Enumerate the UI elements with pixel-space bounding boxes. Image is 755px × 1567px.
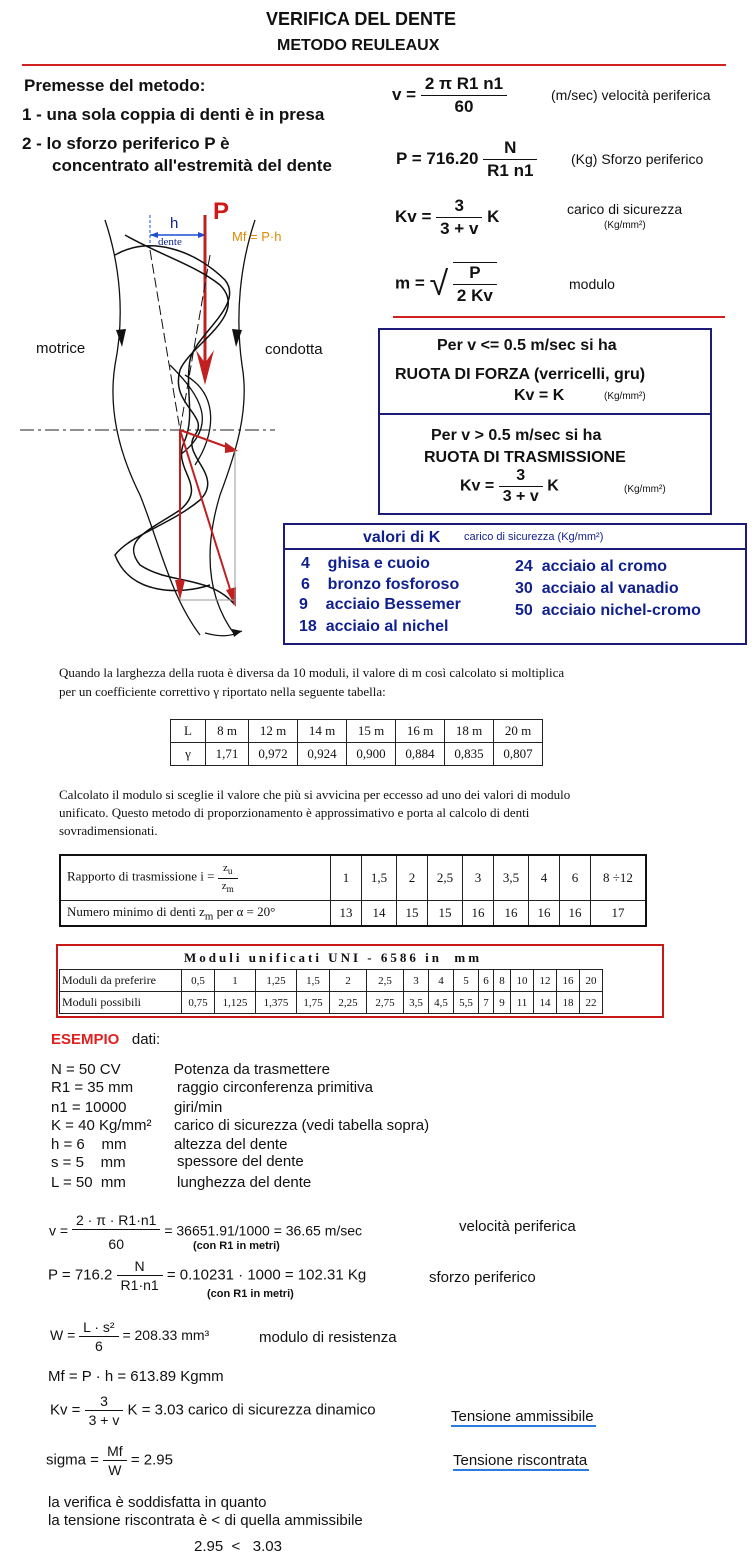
table-cell: 1 xyxy=(331,855,362,901)
uni-table-title: Moduli unificati UNI - 6586 in mm xyxy=(184,950,483,965)
page-title: VERIFICA DEL DENTE xyxy=(266,9,457,29)
table-cell: 4 xyxy=(529,855,560,901)
example-sigma-formula: sigma = $\frac{Mf}{W}$ = 2.95 xyxy=(46,1443,173,1478)
k-value-item: 50 acciaio nichel-cromo xyxy=(515,602,701,619)
table-row xyxy=(171,743,543,766)
box-divider xyxy=(378,413,712,415)
paragraph-2-line3: sovradimensionati. xyxy=(59,823,158,838)
table-cell: 0,5 xyxy=(182,970,215,992)
example-data-desc: spessore del dente xyxy=(177,1153,304,1170)
k-value-item: 6 bronzo fosforoso xyxy=(301,576,460,593)
table-cell: 2,75 xyxy=(367,992,404,1014)
table-cell: 1,71 xyxy=(206,743,249,766)
table-cell: 12 m xyxy=(249,720,298,743)
title-underline xyxy=(22,64,726,66)
premise-2-cont: concentrato all'estremità del dente xyxy=(52,156,332,175)
table-row xyxy=(60,970,603,992)
conclusion-line1: la verifica è soddisfatta in quanto xyxy=(48,1494,267,1511)
formula-m: m = √ $\frac{P}{2 Kv}$ xyxy=(395,262,497,306)
mf-label: Mf = P·h xyxy=(232,229,282,244)
table-cell: 6 xyxy=(479,970,494,992)
table-cell: 11 xyxy=(511,992,534,1014)
formula-Kv-note: carico di sicurezza xyxy=(567,201,683,217)
ratio-table xyxy=(59,854,647,927)
table-cell: 1,75 xyxy=(297,992,330,1014)
force-P-label: P xyxy=(213,198,230,225)
table-cell: 1,5 xyxy=(362,855,397,901)
example-data-desc: giri/min xyxy=(174,1099,223,1116)
example-P-formula: P = 716.2 $\frac{N}{R1\cdot n1}$ = 0.10231 · 1000 = 102.31 Kg xyxy=(48,1258,367,1293)
motrice-label: motrice xyxy=(36,340,86,357)
table-row xyxy=(60,901,646,927)
table-cell: 1,375 xyxy=(256,992,297,1014)
box1-line2: RUOTA DI FORZA (verricelli, gru) xyxy=(395,366,646,383)
example-W-formula: W = $\frac{\text{L · s²}}{6}$ = 208.33 mm³ xyxy=(50,1319,210,1354)
example-Mf: Mf = P · h = 613.89 Kgmm xyxy=(48,1368,224,1385)
table-cell: 14 m xyxy=(298,720,347,743)
premise-2: 2 - lo sforzo periferico P è xyxy=(22,134,230,153)
example-data-key: K = 40 Kg/mm² xyxy=(51,1117,152,1134)
premises-heading: Premesse del metodo: xyxy=(24,76,206,95)
formula-P: P = 716.20 $\frac{N}{R1 n1}$ xyxy=(396,138,537,181)
table-cell: 18 m xyxy=(445,720,494,743)
table-cell: 16 m xyxy=(396,720,445,743)
formula-m-note: modulo xyxy=(569,276,615,292)
table-cell: 16 xyxy=(463,901,494,927)
table-cell: L xyxy=(171,720,206,743)
table-cell: 6 xyxy=(560,855,591,901)
table-cell: 1 xyxy=(215,970,256,992)
uni-table xyxy=(59,969,603,1014)
table-cell: 4,5 xyxy=(429,992,454,1014)
k-value-item: 9 acciaio Bessemer xyxy=(299,596,461,613)
table-cell: 16 xyxy=(560,901,591,927)
formula-Kv: Kv = $\frac{3}{3 + v}$ K xyxy=(395,196,500,238)
example-P-note: (con R1 in metri) xyxy=(207,1288,294,1300)
formula-P-note: (Kg) Sforzo periferico xyxy=(571,151,704,167)
box2-unit: (Kg/mm²) xyxy=(624,484,666,495)
table-cell: 16 xyxy=(494,901,529,927)
table-cell: 0,972 xyxy=(249,743,298,766)
gamma-table xyxy=(170,719,543,766)
example-data-desc: altezza del dente xyxy=(174,1136,288,1153)
table-cell: 5,5 xyxy=(454,992,479,1014)
table-cell: 18 xyxy=(557,992,580,1014)
k-value-item: 4 ghisa e cuoio xyxy=(301,555,430,572)
table-cell: 3 xyxy=(463,855,494,901)
table-cell: 1,125 xyxy=(215,992,256,1014)
paragraph-2-line1: Calcolato il modulo si sceglie il valore che più si avvicina per eccesso ad uno dei valori di modulo xyxy=(59,787,571,802)
k-values-title: valori di K xyxy=(363,529,441,546)
table-cell: 7 xyxy=(479,992,494,1014)
table-cell: 1,25 xyxy=(256,970,297,992)
conclusion-line2: la tensione riscontrata è < di quella ammissibile xyxy=(48,1512,363,1529)
table-cell: 2 xyxy=(330,970,367,992)
table-cell: 12 xyxy=(534,970,557,992)
table-cell: 0,884 xyxy=(396,743,445,766)
box2-line1: Per v > 0.5 m/sec si ha xyxy=(431,427,602,444)
box1-line1: Per v <= 0.5 m/sec si ha xyxy=(437,337,617,354)
example-data-key: s = 5 mm xyxy=(51,1154,126,1171)
table-cell: 8 m xyxy=(206,720,249,743)
example-data-key: N = 50 CV xyxy=(51,1061,121,1078)
table-cell: 22 xyxy=(580,992,603,1014)
table-cell: 15 xyxy=(428,901,463,927)
table-cell: 17 xyxy=(591,901,647,927)
example-v-desc: velocità periferica xyxy=(459,1218,576,1235)
table-cell: 1,5 xyxy=(297,970,330,992)
example-data-key: L = 50 mm xyxy=(51,1174,126,1191)
k-value-item: 30 acciaio al vanadio xyxy=(515,580,679,597)
example-data-desc: raggio circonferenza primitiva xyxy=(177,1079,373,1096)
table-row xyxy=(171,720,543,743)
table-cell: 0,900 xyxy=(347,743,396,766)
example-data-desc: lunghezza del dente xyxy=(177,1174,312,1191)
table-cell: Moduli possibili xyxy=(60,992,182,1014)
table-cell: 10 xyxy=(511,970,534,992)
table-row xyxy=(60,992,603,1014)
table-cell: 14 xyxy=(534,992,557,1014)
k-values-header-line xyxy=(283,548,747,550)
k-value-item: 18 acciaio al nichel xyxy=(299,618,449,635)
table-cell: 16 xyxy=(529,901,560,927)
table-cell: 3,5 xyxy=(404,992,429,1014)
table-cell: 16 xyxy=(557,970,580,992)
table-cell: 20 xyxy=(580,970,603,992)
example-v-formula: v = $\frac{2 \cdot \pi \cdot R1\cdot n1}{60}$ = 36651.91/1000 = 36.65 m/sec xyxy=(49,1212,363,1252)
table-cell: 15 xyxy=(397,901,428,927)
box2-formula: Kv = $\frac{3}{3 + v}$ K xyxy=(460,467,559,505)
formula-v-note: (m/sec) velocità periferica xyxy=(551,87,711,103)
tensione-riscontrata-label: Tensione riscontrata xyxy=(453,1452,588,1469)
table-cell: γ xyxy=(171,743,206,766)
table-cell: 5 xyxy=(454,970,479,992)
table-cell: 15 m xyxy=(347,720,396,743)
paragraph-1-line1: Quando la larghezza della ruota è diversa da 10 moduli, il valore di m così calcolato si moltiplica xyxy=(59,665,565,680)
formula-v: v = $\frac{\text{2 π R1 n1}}{60}$ xyxy=(392,74,507,117)
paragraph-1-line2: per un coefficiente correttivo γ riportato nella seguente tabella: xyxy=(59,684,386,699)
box2-line2: RUOTA DI TRASMISSIONE xyxy=(424,449,626,466)
table-cell: 8 ÷12 xyxy=(591,855,647,901)
conclusion-line3: 2.95 < 3.03 xyxy=(194,1538,282,1555)
table-cell: 2 xyxy=(397,855,428,901)
table-cell: 2,5 xyxy=(428,855,463,901)
table-cell: 0,807 xyxy=(494,743,543,766)
premise-1: 1 - una sola coppia di denti è in presa xyxy=(22,105,325,124)
table-cell: 2,5 xyxy=(367,970,404,992)
k-values-subtitle: carico di sicurezza (Kg/mm²) xyxy=(464,531,604,543)
dente-label: dente xyxy=(158,236,182,248)
table-row xyxy=(60,855,646,901)
example-data-key: n1 = 10000 xyxy=(51,1099,127,1116)
table-cell: 14 xyxy=(362,901,397,927)
h-label: h xyxy=(170,215,179,232)
example-P-desc: sforzo periferico xyxy=(429,1269,536,1286)
table-cell: 9 xyxy=(494,992,511,1014)
example-data-key: h = 6 mm xyxy=(51,1136,127,1153)
table-cell: 20 m xyxy=(494,720,543,743)
table-cell: 0,924 xyxy=(298,743,347,766)
table-cell: 4 xyxy=(429,970,454,992)
table-cell: 2,25 xyxy=(330,992,367,1014)
table-cell: 8 xyxy=(494,970,511,992)
formula-divider xyxy=(393,316,725,318)
example-data-desc: Potenza da trasmettere xyxy=(174,1061,330,1078)
table-cell: 13 xyxy=(331,901,362,927)
ratio-label: Rapporto di trasmissione i = $\frac{z_u}{z_m}$ xyxy=(60,855,331,901)
example-data-key: R1 = 35 mm xyxy=(51,1079,134,1096)
table-cell: 0,75 xyxy=(182,992,215,1014)
example-data-desc: carico di sicurezza (vedi tabella sopra) xyxy=(174,1117,430,1134)
formula-Kv-unit: (Kg/mm²) xyxy=(604,220,646,231)
table-cell: 3 xyxy=(404,970,429,992)
table-cell: 0,835 xyxy=(445,743,494,766)
example-v-note: (con R1 in metri) xyxy=(193,1240,280,1252)
box1-unit: (Kg/mm²) xyxy=(604,391,646,402)
box1-line3: Kv = K xyxy=(514,387,565,404)
page-subtitle: METODO REULEAUX xyxy=(277,37,440,54)
example-heading: ESEMPIO dati: xyxy=(51,1031,161,1048)
k-value-item: 24 acciaio al cromo xyxy=(515,558,668,575)
table-cell: Moduli da preferire xyxy=(60,970,182,992)
table-cell: 3,5 xyxy=(494,855,529,901)
tensione-ammissibile-label: Tensione ammissibile xyxy=(451,1408,594,1425)
min-teeth-label: Numero minimo di denti $z_m$ per α = 20° xyxy=(60,901,331,927)
example-Kv-formula: Kv = $\frac{3}{3 + v}$ K = 3.03 carico di sicurezza dinamico xyxy=(50,1393,376,1428)
paragraph-2-line2: unificato. Questo metodo di proporzionamento è approssimativo e porta al calcolo di denti xyxy=(59,805,530,820)
condotta-label: condotta xyxy=(265,341,323,358)
example-W-desc: modulo di resistenza xyxy=(259,1329,397,1346)
